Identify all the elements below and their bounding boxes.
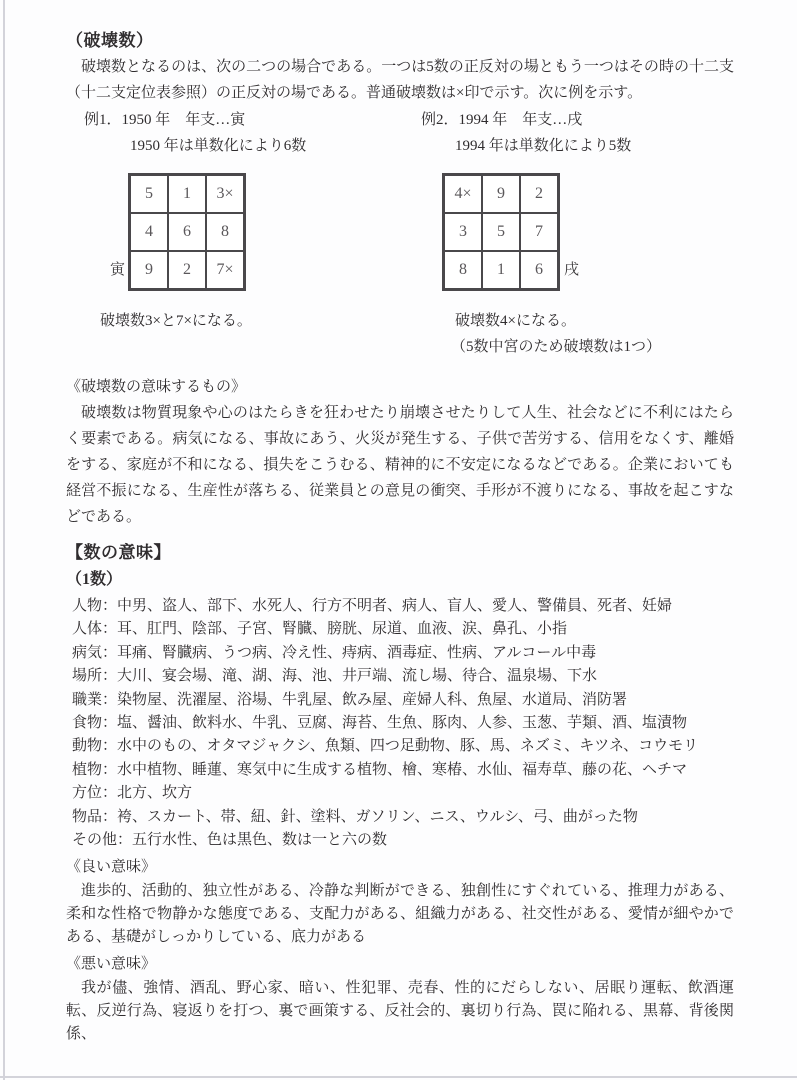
grid-cell: 4	[130, 213, 168, 251]
meaning-section-heading: 《破壊数の意味するもの》	[66, 379, 247, 395]
example-1-subline: 1950 年は単数化により6数	[130, 138, 307, 154]
magic-square-1994-wrap	[442, 171, 734, 291]
grid-cell: 6	[168, 213, 206, 251]
example-1-caption: 破壊数3×と7×になる。	[100, 313, 252, 329]
grid-cell: 3	[444, 213, 482, 251]
good-meaning-heading: 《良い意味》	[66, 859, 157, 876]
entry-body: 人体：耳、肛門、陰部、子宮、腎臓、膀胱、尿道、血液、涙、鼻孔、小指	[72, 621, 568, 638]
page-title: （破壊数）	[66, 31, 154, 50]
numbers-section-heading: 【数の意味】	[66, 543, 171, 562]
grid-cell: 5	[482, 213, 520, 251]
grid-cell: 2	[520, 175, 558, 213]
magic-square-1994	[442, 173, 560, 291]
document-page	[66, 28, 734, 1046]
scan-edge-bottom	[0, 1076, 797, 1078]
grid-cell: 7×	[206, 251, 244, 289]
entry-places: 場所：大川、宴会場、滝、湖、海、池、井戸端、流し場、待合、温泉場、下水	[72, 668, 598, 685]
entry-plants: 植物：水中植物、睡蓮、寒気中に生成する植物、檜、寒椿、水仙、福寿草、藤の花、ヘチマ	[72, 761, 688, 778]
grid-cell: 9	[482, 175, 520, 213]
entry-animals: 動物：水中のもの、オタマジャクシ、魚類、四つ足動物、豚、馬、ネズミ、キツネ、コウモリ	[72, 738, 699, 755]
example-2-label: 例2．1994 年 年支…戌	[421, 112, 583, 128]
entry-jobs: 職業：染物屋、洗濯屋、浴場、牛乳屋、飲み屋、産婦人科、魚屋、水道局、消防署	[72, 691, 628, 708]
entry-direction: 方位：北方、坎方	[72, 785, 193, 802]
meaning-paragraph: 破壊数は物質現象や心のはたらきを狂わせたり崩壊させたりして人生、社会などに不利にはたらく要素である。病気になる、事故にあう、火災が発生する、子供で苦労する、信用をなくす、離婚をする、家庭が不和になる、損失をこうむる、精神的に不安定になるなどである。企業においても経営不振になる、生産性が落ちる、従業員との意見の衝突、手形が不渡りになる、事故を起こすなどである。	[66, 405, 734, 525]
entry-objects: 物品：袴、スカート、帯、紐、針、塗料、ガソリン、ニス、ウルシ、弓、曲がった物	[72, 808, 638, 825]
entry-illness: 病気：耳痛、腎臓病、うつ病、冷え性、痔病、酒毒症、性病、アルコール中毒	[72, 644, 597, 661]
example-1-label: 例1．1950 年 年支…寅	[84, 112, 246, 128]
magic-square-1950-wrap	[108, 171, 421, 291]
grid-cell: 7	[520, 213, 558, 251]
zodiac-tiger-label: 寅	[109, 262, 125, 278]
magic-square-1950	[128, 173, 246, 291]
example-2-subline: 1994 年は単数化により5数	[455, 138, 632, 154]
bad-meaning-paragraph: 我が儘、強情、酒乱、野心家、暗い、性犯罪、売春、性的にだらしない、居眠り運転、飲酒運転、反逆行為、寝返りを打つ、裏で画策する、反社会的、裏切り行為、罠に陥れる、黒幕、背後関係、	[66, 980, 734, 1043]
scan-edge-left	[3, 0, 5, 1080]
grid-cell: 1	[168, 175, 206, 213]
entry-foods: 食物：塩、醤油、飲料水、牛乳、豆腐、海苔、生魚、豚肉、人参、玉葱、芋類、酒、塩漬物	[72, 715, 688, 732]
example-2-column	[421, 107, 734, 360]
grid-cell: 6	[520, 251, 558, 289]
grid-cell: 2	[168, 251, 206, 289]
grid-cell: 8	[444, 251, 482, 289]
grid-cell: 1	[482, 251, 520, 289]
example-1-column	[66, 107, 421, 360]
grid-cell: 4×	[444, 175, 482, 213]
grid-cell: 9	[130, 251, 168, 289]
good-meaning-paragraph: 進歩的、活動的、独立性がある、冷静な判断ができる、独創性にすぐれている、推理力がある、柔和な性格で物静かな態度である、支配力がある、組織力がある、社交性がある、愛情が細やかである、基礎がしっかりしている、底力がある	[66, 883, 734, 946]
example-2-caption-note: （5数中宮のため破壊数は1つ）	[451, 339, 662, 355]
example-2-caption: 破壊数4×になる。	[455, 313, 576, 329]
entry-people: 人物：中男、盗人、部下、水死人、行方不明者、病人、盲人、愛人、警備員、死者、妊婦	[72, 598, 673, 614]
number-1-attribute-list	[66, 595, 734, 852]
grid-cell: 3×	[206, 175, 244, 213]
bad-meaning-heading: 《悪い意味》	[66, 956, 157, 973]
zodiac-dog-label: 戌	[564, 262, 580, 278]
number-1-heading: （1数）	[66, 571, 123, 588]
grid-cell: 5	[130, 175, 168, 213]
entry-others: その他：五行水性、色は黒色、数は一と六の数	[72, 832, 388, 849]
examples-row	[66, 107, 734, 360]
intro-paragraph: 破壊数となるのは、次の二つの場合である。一つは5数の正反対の場ともう一つはその時の十二支（十二支定位表参照）の正反対の場である。普通破壊数は×印で示す。次に例を示す。	[66, 59, 734, 101]
grid-cell: 8	[206, 213, 244, 251]
